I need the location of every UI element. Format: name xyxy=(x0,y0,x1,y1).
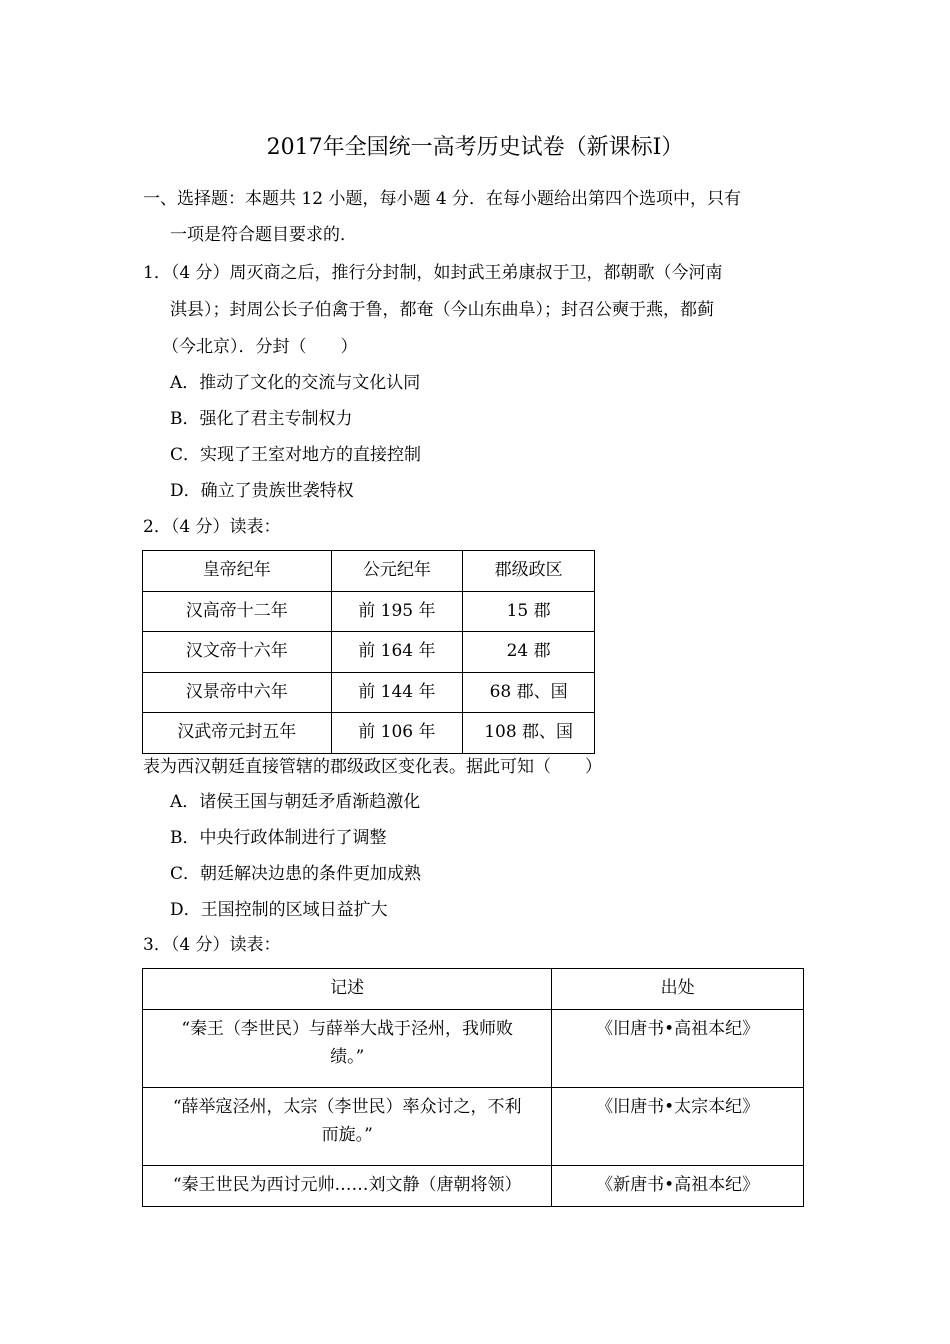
q2-table xyxy=(142,550,595,754)
table-cell: 68 郡、国 xyxy=(463,673,595,713)
table-cell: 前 106 年 xyxy=(331,713,463,754)
table-cell: 15 郡 xyxy=(463,592,595,632)
q3-table xyxy=(142,968,804,1207)
table-row xyxy=(143,632,595,673)
q2-header-cell: 公元纪年 xyxy=(331,551,463,592)
q3-header-cell: 出处 xyxy=(552,969,804,1010)
q1-option-a: A．推动了文化的交流与文化认同 xyxy=(170,373,421,393)
table-cell: 汉文帝十六年 xyxy=(143,632,332,673)
table-cell: 《新唐书•高祖本纪》 xyxy=(552,1166,804,1207)
table-cell: 24 郡 xyxy=(463,632,595,673)
q3-record-line: “秦王世民为西讨元帅……刘文静（唐朝将领） xyxy=(172,1175,522,1195)
q3-record-line: 绩。” xyxy=(330,1047,365,1067)
q1-option-b: B．强化了君主专制权力 xyxy=(170,409,353,429)
table-row xyxy=(143,1166,804,1207)
q2-option-d: D．王国控制的区域日益扩大 xyxy=(170,900,388,920)
q3-record-line: 而旋。” xyxy=(321,1125,373,1145)
table-cell: 汉武帝元封五年 xyxy=(143,713,332,754)
q2-table-caption: 表为西汉朝廷直接管辖的郡级政区变化表。据此可知（ ） xyxy=(143,757,602,777)
table-row xyxy=(143,673,595,713)
q3-table-header-row xyxy=(143,969,804,1010)
q2-header-cell: 皇帝纪年 xyxy=(143,551,332,592)
q3-record-line: “薛举寇泾州，太宗（李世民）率众讨之，不利 xyxy=(172,1097,522,1117)
q2-option-a: A．诸侯王国与朝廷矛盾渐趋激化 xyxy=(170,792,421,812)
q2-header-cell: 郡级政区 xyxy=(463,551,595,592)
q2-stem: 2．（4 分）读表： xyxy=(143,517,281,537)
table-row xyxy=(143,1088,804,1166)
table-row xyxy=(143,713,595,754)
table-cell: 汉高帝十二年 xyxy=(143,592,332,632)
table-cell: 《旧唐书•高祖本纪》 xyxy=(552,1010,804,1088)
exam-title: 2017年全国统一高考历史试卷（新课标Ⅰ） xyxy=(266,135,684,160)
q2-option-c: C．朝廷解决边患的条件更加成熟 xyxy=(170,864,422,884)
section-instructions-line1: 一、选择题：本题共 12 小题，每小题 4 分．在每小题给出第四个选项中，只有 xyxy=(143,189,742,209)
table-row xyxy=(143,1010,804,1088)
q3-stem: 3．（4 分）读表： xyxy=(143,935,281,955)
q2-option-b: B．中央行政体制进行了调整 xyxy=(170,828,387,848)
q1-option-c: C．实现了王室对地方的直接控制 xyxy=(170,445,422,465)
q1-stem-line1: 1．（4 分）周灭商之后，推行分封制，如封武王弟康叔于卫，都朝歌（今河南 xyxy=(143,263,723,283)
table-cell: 前 164 年 xyxy=(331,632,463,673)
q1-stem-line3: （今北京）．分封（ ） xyxy=(162,337,358,357)
table-cell: 前 144 年 xyxy=(331,673,463,713)
q3-header-cell: 记述 xyxy=(143,969,552,1010)
table-cell: 《旧唐书•太宗本纪》 xyxy=(552,1088,804,1166)
table-cell: 108 郡、国 xyxy=(463,713,595,754)
q2-table-header-row xyxy=(143,551,595,592)
q1-option-d: D．确立了贵族世袭特权 xyxy=(170,481,354,501)
table-cell: 汉景帝中六年 xyxy=(143,673,332,713)
q1-stem-line2: 淇县）；封周公长子伯禽于鲁，都奄（今山东曲阜）；封召公奭于燕，都蓟 xyxy=(170,300,714,320)
table-cell xyxy=(143,1010,552,1088)
q3-record-line: “秦王（李世民）与薛举大战于泾州，我师败 xyxy=(181,1019,514,1039)
table-row xyxy=(143,592,595,632)
table-cell xyxy=(143,1088,552,1166)
section-instructions-line2: 一项是符合题目要求的． xyxy=(170,225,357,245)
table-cell: 前 195 年 xyxy=(331,592,463,632)
table-cell xyxy=(143,1166,552,1207)
